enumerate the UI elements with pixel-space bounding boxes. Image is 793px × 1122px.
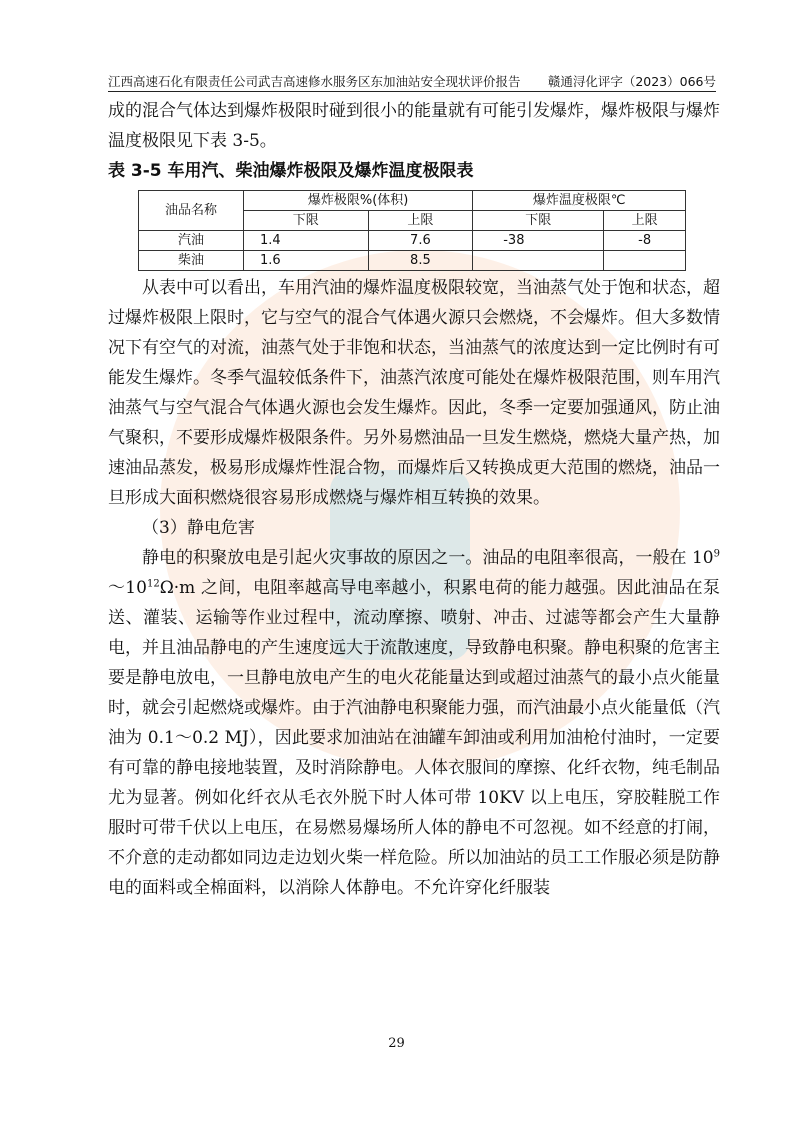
table-row	[139, 251, 686, 271]
cell-temperature-upper: -8	[604, 231, 686, 251]
col-header-temperature-limit: 爆炸温度极限℃	[473, 191, 686, 211]
cell-temperature-lower: -38	[473, 231, 604, 251]
intro-paragraph: 成的混合气体达到爆炸极限时碰到很小的能量就有可能引发爆炸，爆炸极限与爆炸温度极限见下表 3-5。	[108, 101, 720, 151]
col-header-explosion-limit: 爆炸极限%(体积)	[244, 191, 473, 211]
page-body	[108, 96, 720, 903]
header-report-number: 赣通浔化评字（2023）066号	[547, 74, 716, 89]
header-report-title: 江西高速石化有限责任公司武吉高速修水服务区东加油站安全现状评价报告	[108, 74, 521, 89]
cell-explosion-upper: 8.5	[368, 251, 473, 271]
cell-oil-name: 汽油	[139, 231, 244, 251]
cell-temperature-upper	[604, 251, 686, 271]
sub-header-upper: 上限	[604, 211, 686, 231]
col-header-oil-name: 油品名称	[139, 191, 244, 231]
exponent-12: 12	[146, 578, 160, 590]
analysis-paragraph: 从表中可以看出，车用汽油的爆炸温度极限较宽，当油蒸气处于饱和状态，超过爆炸极限上限时，它与空气的混合气体遇火源只会燃烧，不会爆炸。但大多数情况下有空气的对流，油蒸气处于非饱和状态，当油蒸气的浓度达到一定比例时有可能发生爆炸。冬季气温较低条件下，油蒸汽浓度可能处在爆炸极限范围，则车用汽油蒸气与空气混合气体遇火源也会发生爆炸。因此，冬季一定要加强通风，防止油气聚积，不要形成爆炸极限条件。另外易燃油品一旦发生燃烧，燃烧大量产热，加速油品蒸发，极易形成爆炸性混合物，而爆炸后又转换成更大范围的燃烧，油品一旦形成大面积燃烧很容易形成燃烧与爆炸相互转换的效果。	[108, 278, 720, 508]
page-number: 29	[388, 1036, 405, 1051]
para-text-part-3: Ω·m 之间，电阻率越高导电率越小，积累电荷的能力越强。因此油品在泵送、灌装、运输等作业过程中，流动摩擦、喷射、冲击、过滤等都会产生大量静电，并且油品静电的产生速度远大于流散速度，导致静电积聚。静电积聚的危害主要是静电放电，一旦静电放电产生的电火花能量达到或超过油蒸气的最小点火能量时，就会引起燃烧或爆炸。由于汽油静电积聚能力强，而汽油最小点火能量低（汽油为 0.1～0.2 MJ），因此要求加油站在油罐车卸油或利用加油枪付油时，一定要有可靠的静电接地装置，及时消除静电。人体衣服间的摩擦、化纤衣物，纯毛制品尤为显著。例如化纤衣从毛衣外脱下时人体可带 10KV 以上电压，穿胶鞋脱工作服时可带千伏以上电压，在易燃易爆场所人体的静电不可忽视。如不经意的打闹，不介意的走动都如同边走边划火柴一样危险。所以加油站的员工工作服必须是防静电的面料或全棉面料，以消除人体静电。不允许穿化纤服装	[108, 578, 720, 898]
sub-header-lower: 下限	[244, 211, 369, 231]
section-heading-static: （3）静电危害	[142, 518, 255, 538]
page-header	[108, 68, 716, 90]
cell-oil-name: 柴油	[139, 251, 244, 271]
para-text-part-1: 静电的积聚放电是引起火灾事故的原因之一。油品的电阻率很高，一般在 10	[142, 548, 714, 568]
cell-explosion-upper: 7.6	[368, 231, 473, 251]
static-electricity-paragraph	[108, 543, 720, 903]
cell-explosion-lower: 1.6	[244, 251, 369, 271]
exponent-9: 9	[713, 548, 720, 560]
table-header-row	[139, 191, 686, 211]
sub-header-upper: 上限	[368, 211, 473, 231]
cell-temperature-lower	[473, 251, 604, 271]
table-title: 表 3-5 车用汽、柴油爆炸极限及爆炸温度极限表	[108, 161, 474, 181]
header-divider	[108, 91, 716, 92]
cell-explosion-lower: 1.4	[244, 231, 369, 251]
table-row	[139, 231, 686, 251]
explosion-limit-table	[138, 190, 686, 271]
para-text-part-2: ～10	[108, 578, 147, 598]
sub-header-lower: 下限	[473, 211, 604, 231]
